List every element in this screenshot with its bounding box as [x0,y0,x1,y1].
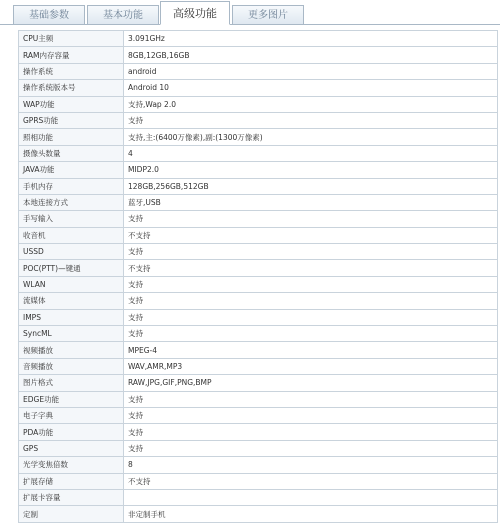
spec-key: PDA功能 [19,424,124,440]
spec-value [124,489,498,505]
table-row [19,145,498,161]
table-row [19,358,498,374]
table-row [19,211,498,227]
spec-key: POC(PTT)—键通 [19,260,124,276]
spec-value: 3.091GHz [124,31,498,47]
table-row [19,489,498,505]
table-row [19,129,498,145]
spec-key: 流媒体 [19,293,124,309]
spec-value: 支持,主:(6400万像素),副:(1300万像素) [124,129,498,145]
table-row [19,96,498,112]
spec-value: 不支持 [124,473,498,489]
spec-key: 定制 [19,506,124,522]
spec-value: 支持 [124,407,498,423]
table-row [19,326,498,342]
table-row [19,112,498,128]
table-row [19,407,498,423]
spec-value: 蓝牙,USB [124,194,498,210]
spec-key: WAP功能 [19,96,124,112]
spec-key: 摄像头数量 [19,145,124,161]
table-row [19,506,498,522]
spec-value: 支持 [124,276,498,292]
spec-value: 8GB,12GB,16GB [124,47,498,63]
spec-key: 扩展存储 [19,473,124,489]
spec-value: WAV,AMR,MP3 [124,358,498,374]
spec-value: 支持 [124,326,498,342]
table-row [19,63,498,79]
spec-key: 操作系统版本号 [19,80,124,96]
tab-bar [0,0,500,25]
table-row [19,276,498,292]
spec-value: 128GB,256GB,512GB [124,178,498,194]
tab-basic-params[interactable]: 基础参数 [13,5,85,24]
table-row [19,391,498,407]
spec-key: CPU主频 [19,31,124,47]
spec-value: 支持 [124,440,498,456]
table-row [19,260,498,276]
spec-value: RAW,JPG,GIF,PNG,BMP [124,375,498,391]
spec-value: 支持 [124,244,498,260]
spec-table [18,30,498,523]
spec-key: GPS [19,440,124,456]
spec-key: 电子字典 [19,407,124,423]
table-row [19,194,498,210]
spec-key: 手机内存 [19,178,124,194]
spec-value: android [124,63,498,79]
spec-value: Android 10 [124,80,498,96]
spec-key: WLAN [19,276,124,292]
spec-key: RAM内存容量 [19,47,124,63]
table-row [19,162,498,178]
table-row [19,227,498,243]
tab-advanced-features[interactable]: 高级功能 [160,1,230,25]
table-row [19,293,498,309]
table-row [19,309,498,325]
spec-value: MPEG-4 [124,342,498,358]
spec-key: 照相功能 [19,129,124,145]
spec-value: 非定制手机 [124,506,498,522]
table-row [19,342,498,358]
spec-key: SyncML [19,326,124,342]
table-row [19,244,498,260]
spec-key: USSD [19,244,124,260]
tab-more-images[interactable]: 更多图片 [232,5,304,24]
spec-value: MIDP2.0 [124,162,498,178]
table-row [19,47,498,63]
spec-value: 不支持 [124,260,498,276]
spec-value: 支持 [124,211,498,227]
spec-value: 不支持 [124,227,498,243]
spec-key: 手写输入 [19,211,124,227]
spec-value: 支持 [124,309,498,325]
spec-key: 视频播放 [19,342,124,358]
spec-value: 支持 [124,112,498,128]
spec-value: 支持,Wap 2.0 [124,96,498,112]
table-row [19,375,498,391]
spec-key: EDGE功能 [19,391,124,407]
table-row [19,473,498,489]
spec-table-body [19,31,498,523]
spec-value: 支持 [124,293,498,309]
spec-key: 图片格式 [19,375,124,391]
spec-key: IMPS [19,309,124,325]
spec-key: 音频播放 [19,358,124,374]
spec-key: GPRS功能 [19,112,124,128]
spec-key: 操作系统 [19,63,124,79]
table-row [19,80,498,96]
table-row [19,178,498,194]
spec-key: 光学变焦倍数 [19,457,124,473]
spec-value: 支持 [124,424,498,440]
spec-key: 收音机 [19,227,124,243]
spec-key: 扩展卡容量 [19,489,124,505]
spec-value: 8 [124,457,498,473]
table-row [19,457,498,473]
spec-value: 支持 [124,391,498,407]
spec-key: 本地连接方式 [19,194,124,210]
spec-value: 4 [124,145,498,161]
table-row [19,440,498,456]
table-row [19,424,498,440]
spec-key: JAVA功能 [19,162,124,178]
tab-basic-features[interactable]: 基本功能 [87,5,159,24]
table-row [19,31,498,47]
